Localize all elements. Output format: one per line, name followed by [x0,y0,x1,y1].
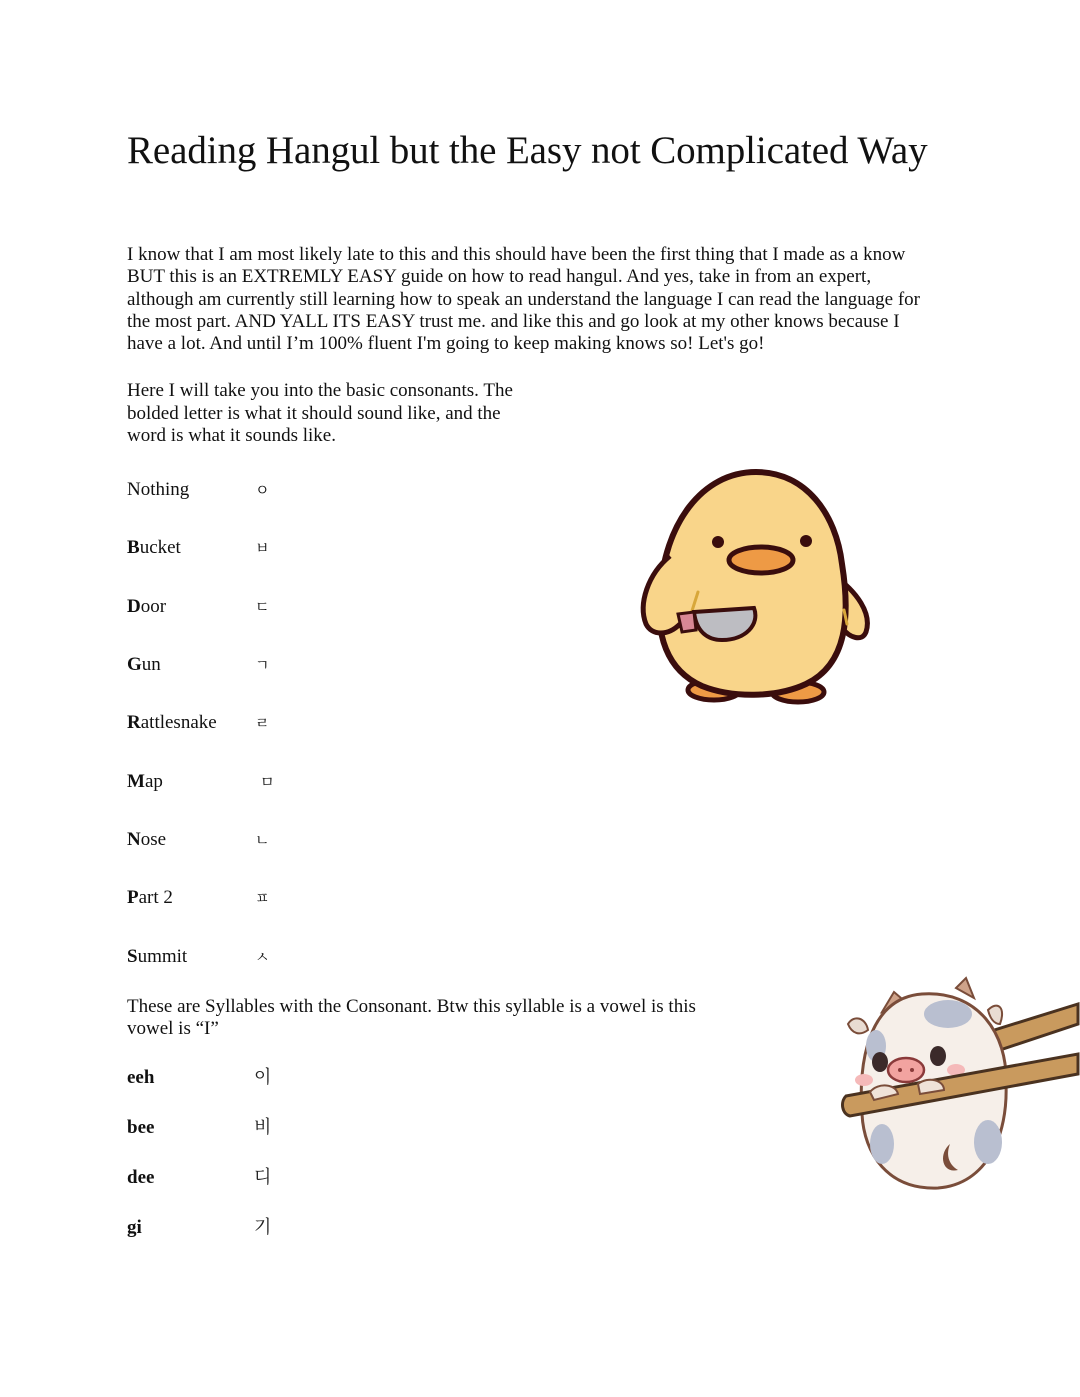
hangul-consonant: ㅂ [255,539,270,557]
duck-illustration [636,464,876,710]
hangul-syllable: 이 [254,1067,272,1088]
syllable-word: bee [127,1117,155,1138]
intro-line: the most part. AND YALL ITS EASY trust me. and like this and go look at my other knows because I [127,310,900,332]
hangul-consonant: ㄱ [255,656,270,674]
paragraph-line: vowel is “I” [127,1018,219,1039]
consonant-word: Part 2 [127,887,173,908]
syllable-intro-paragraph [127,996,727,1040]
hangul-consonant: ㄴ [255,831,270,849]
intro-paragraph [127,244,957,355]
paragraph-line: These are Syllables with the Consonant. Btw this syllable is a vowel is this [127,996,696,1017]
syllable-word: eeh [127,1067,155,1088]
syllable-word: gi [127,1217,142,1238]
hangul-consonant: ㅇ [255,481,270,499]
syllable-word: dee [127,1167,155,1188]
document-title: Reading Hangul but the Easy not Complicated Way [127,129,928,172]
consonant-word: Nothing [127,479,190,500]
consonant-word: Rattlesnake [127,712,217,733]
intro-line: although am currently still learning how to speak an understand the language I can read the language for [127,288,920,310]
consonant-word: Map [127,771,163,792]
hangul-syllable: 디 [254,1167,272,1188]
paragraph-line: Here I will take you into the basic consonants. The [127,380,513,401]
consonant-word: Nose [127,829,167,850]
consonant-word: Gun [127,654,161,675]
hangul-syllable: 비 [254,1117,272,1138]
consonant-intro-paragraph [127,380,547,448]
paragraph-line: bolded letter is what it should sound like, and the [127,402,501,424]
hangul-consonant: ㅍ [255,889,270,907]
hangul-syllable: 기 [254,1217,272,1238]
intro-line: have a lot. And until I’m 100% fluent I'm going to keep making knows so! Let's go! [127,333,765,355]
cow-illustration [838,974,1080,1204]
hangul-consonant: ㄷ [255,598,270,616]
consonant-word: Bucket [127,537,181,558]
hangul-consonant: ㅅ [255,948,270,966]
paragraph-line: word is what it sounds like. [127,425,336,447]
consonant-word: Door [127,596,167,617]
hangul-consonant: ㄹ [255,714,270,732]
intro-line: I know that I am most likely late to this and this should have been the first thing that I made as a know [127,244,906,265]
consonant-word: Summit [127,946,188,967]
intro-line: BUT this is an EXTREMLY EASY guide on how to read hangul. And yes, take in from an expert, [127,266,872,288]
hangul-consonant: ㅁ [260,773,275,791]
